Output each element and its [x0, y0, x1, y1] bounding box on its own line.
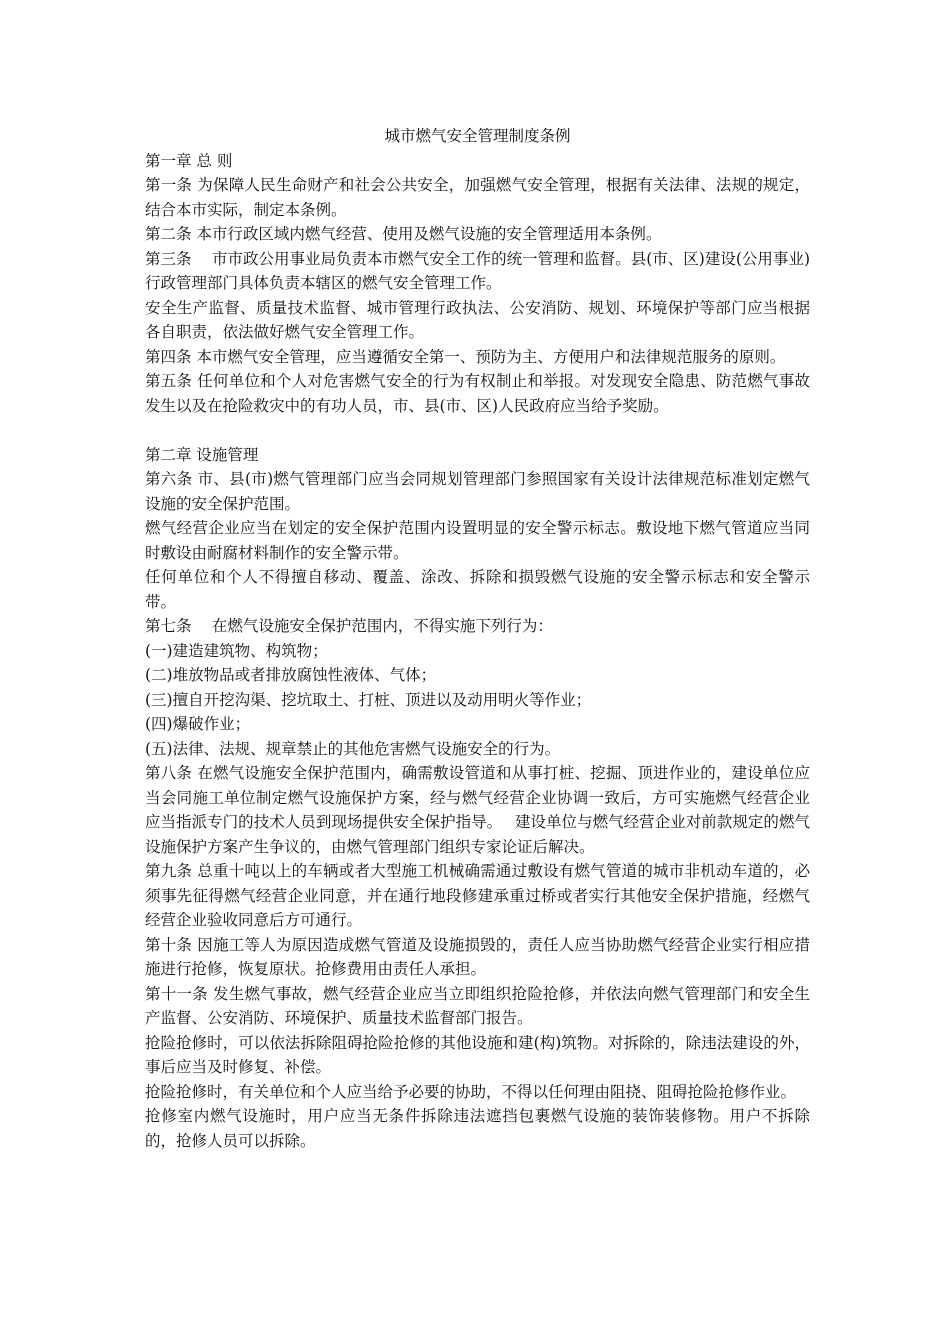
list-item: (五)法律、法规、规章禁止的其他危害燃气设施安全的行为。: [145, 739, 561, 758]
article-paragraph: 第四条 本市燃气安全管理，应当遵循安全第一、预防为主、方便用户和法律规范服务的原则。: [145, 347, 786, 366]
list-item: (三)擅自开挖沟渠、挖坑取土、打桩、顶进以及动用明火等作业；: [145, 690, 592, 709]
list-item: (一)建造建筑物、构筑物；: [145, 641, 328, 660]
article-paragraph: 第十一条 发生燃气事故，燃气经营企业应当立即组织抢险抢修，并依法向燃气管理部门和安全生产监督、公安消防、环境保护、质量技术监督部门报告。: [145, 984, 810, 1027]
chapter-heading: 第二章 设施管理: [145, 445, 259, 464]
article-paragraph: 第五条 任何单位和个人对危害燃气安全的行为有权制止和举报。对发现安全隐患、防范燃气事故发生以及在抢险救灾中的有功人员，市、县(市、区)人民政府应当给予奖励。: [145, 372, 810, 415]
list-item: (二)堆放物品或者排放腐蚀性液体、气体；: [145, 666, 437, 684]
chapter-heading: 第一章 总 则: [145, 151, 233, 170]
document-body: [145, 124, 810, 1153]
article-paragraph: 第十条 因施工等人为原因造成燃气管道及设施损毁的，责任人应当协助燃气经营企业实行相应措施进行抢修，恢复原状。抢修费用由责任人承担。: [145, 935, 810, 978]
article-paragraph: 第七条 在燃气设施安全保护范围内，不得实施下列行为：: [145, 617, 553, 635]
article-paragraph: 抢险抢修时，可以依法拆除阻碍抢险抢修的其他设施和建(构)筑物。对拆除的，除违法建设的外，事后应当及时修复、补偿。: [145, 1033, 810, 1076]
article-paragraph: 第一条 为保障人民生命财产和社会公共安全，加强燃气安全管理，根据有关法律、法规的规定，结合本市实际，制定本条例。: [145, 176, 810, 219]
document-title: 城市燃气安全管理制度条例: [384, 127, 571, 145]
article-paragraph: 第三条 市市政公用事业局负责本市燃气安全工作的统一管理和监督。县(市、区)建设(公用事业)行政管理部门具体负责本辖区的燃气安全管理工作。: [145, 249, 810, 292]
article-paragraph: 第二条 本市行政区域内燃气经营、使用及燃气设施的安全管理适用本条例。: [145, 225, 662, 243]
article-paragraph: 第八条 在燃气设施安全保护范围内，确需敷设管道和从事打桩、挖掘、顶进作业的，建设单位应当会同施工单位制定燃气设施保护方案，经与燃气经营企业协调一致后，方可实施燃气经营企业应当指派专门的技术人员到现场提供安全保护指导。 建设单位与燃气经营企业对前款规定的燃气设施保护方案产生争议的，由燃气管理部门组织专家论证后解决。: [145, 764, 810, 856]
blank-line: [145, 418, 810, 443]
article-paragraph: 抢险抢修时，有关单位和个人应当给予必要的协助，不得以任何理由阻挠、阻碍抢险抢修作业。: [145, 1082, 797, 1101]
article-paragraph: 任何单位和个人不得擅自移动、覆盖、涂改、拆除和损毁燃气设施的安全警示标志和安全警示带。: [145, 568, 810, 611]
article-paragraph: 安全生产监督、质量技术监督、城市管理行政执法、公安消防、规划、环境保护等部门应当根据各自职责，依法做好燃气安全管理工作。: [145, 298, 810, 341]
article-paragraph: 抢修室内燃气设施时，用户应当无条件拆除违法遮挡包裹燃气设施的装饰装修物。用户不拆除的，抢修人员可以拆除。: [145, 1107, 810, 1150]
article-paragraph: 第六条 市、县(市)燃气管理部门应当会同规划管理部门参照国家有关设计法律规范标准划定燃气设施的安全保护范围。: [145, 470, 810, 513]
list-item: (四)爆破作业；: [145, 715, 251, 733]
article-paragraph: 第九条 总重十吨以上的车辆或者大型施工机械确需通过敷设有燃气管道的城市非机动车道的，必须事先征得燃气经营企业同意，并在通行地段修建承重过桥或者实行其他安全保护措施，经燃气经营企业验收同意后方可通行。: [145, 862, 810, 929]
article-paragraph: 燃气经营企业应当在划定的安全保护范围内设置明显的安全警示标志。敷设地下燃气管道应当同时敷设由耐腐材料制作的安全警示带。: [145, 519, 810, 562]
